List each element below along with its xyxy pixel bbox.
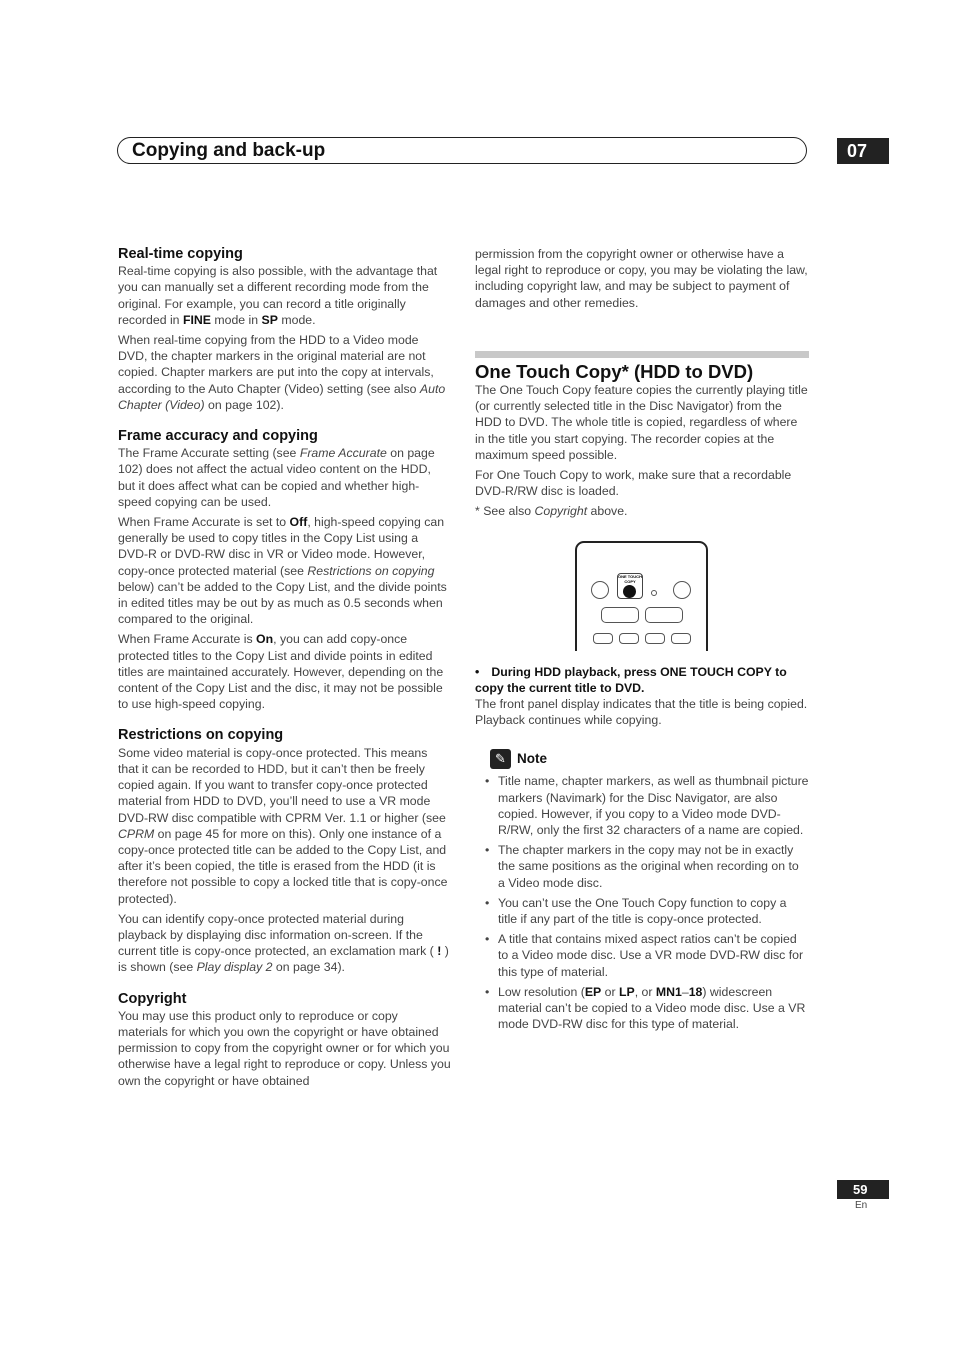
paragraph: The Frame Accurate setting (see Frame Accurate on page 102) does not affect the actual video content on the HDD, but it does affect what can be copied and whether high-speed copying can be used. [118,446,435,509]
remote-button [591,581,609,599]
remote-button [645,633,665,644]
paragraph: You can identify copy-once protected material during playback by displaying disc information on-screen. If the current title is copy-once protected, an exclamation mark ( ! ) is shown (see Play display 2 on page 34). [118,911,449,975]
section-heading: One Touch Copy* (HDD to DVD) [475,360,754,382]
paragraph: When Frame Accurate is On, you can add copy-once protected titles to the Copy List and divide points in edited titles are maintained accurately. However, depending on the content of the Copy List and the disc, it may not be possible to use high-speed copying. [118,632,444,712]
section-realtime-copying [118,246,451,413]
paragraph: permission from the copyright owner or otherwise have a legal right to reproduce or copy, you may be violating the law, including copyright law, and may be subject to payment of damages and other remedies. [475,247,808,310]
remote-button [671,633,691,644]
section-heading: Frame accuracy and copying [118,428,318,445]
paragraph: The One Touch Copy feature copies the currently playing title (or currently selected title in the Disc Navigator) from the HDD to DVD. The whole title is copied, regardless of where in the title you start copying. The recorder copies at the maximum speed possible. [475,383,808,462]
remote-body [575,541,708,651]
section-copyright [118,991,451,1089]
section-restrictions [118,727,451,975]
paragraph: Real-time copying is also possible, with the advantage that you can manually set a different recording mode from the original. For example, you can record a title originally recorded in FINE mode in SP mode. [118,264,438,327]
button-dot-icon [623,585,636,598]
paragraph: For One Touch Copy to work, make sure that a recordable DVD-R/RW disc is loaded. [475,468,792,499]
note-item: • You can’t use the One Touch Copy function to copy a title if any part of the title is copy-once protected. [475,895,809,927]
section-heading: Restrictions on copying [118,727,284,744]
chapter-header [117,137,807,164]
section-frame-accuracy [118,428,451,712]
remote-button [619,633,639,644]
page-number: 59 [837,1180,889,1199]
remote-button [645,607,683,623]
note-item: • A title that contains mixed aspect ratios can’t be copied to a Video mode disc. Use a VR mode DVD-RW disc for this type of material. [475,931,809,980]
paragraph: * See also Copyright above. [475,504,628,519]
section-heading: Real-time copying [118,246,243,262]
indicator-light-icon [651,590,657,596]
remote-button [673,581,691,599]
note-item: • Low resolution (EP or LP, or MN1–18) widescreen material can’t be copied to a Video mode disc. Use a VR mode DVD-RW disc for this type of material. [475,984,809,1033]
chapter-number: 07 [837,138,889,164]
chapter-title: Copying and back-up [132,140,326,161]
page-language: En [855,1200,868,1211]
note-list [475,773,809,1032]
section-heading: Copyright [118,990,187,1007]
paragraph: The front panel display indicates that the title is being copied. Playback continues while copying. [475,697,808,728]
right-column [475,246,809,1037]
instruction-step: • During HDD playback, press ONE TOUCH COPY to copy the current title to DVD. The front panel display indicates that the title is being copied. Playback continues while copying. [475,664,808,728]
paragraph: Some video material is copy-once protected. This means that it can be recorded to HDD, but it can’t then be freely copied again. If you want to transfer copy-once protected material from HDD to DVD, you’ll need to use a VR mode DVD-RW disc compatible with CPRM Ver. 1.1 or higher (see CPRM on page 45 for more on this). Only one instance of a copy-once protected title can be added to the Copy List, and after it’s been copied, the title is erased from the HDD (it is therefore not possible to copy a locked title that is copy-once protected). [118,745,448,906]
note-item: • Title name, chapter markers, as well as thumbnail picture markers (Navimark) for the Disc Navigator, are also copied. However, if you copy to a Video mode DVD-R/RW, only the first 32 characters of a name are copied. [475,773,809,838]
remote-illustration [575,541,708,651]
note-item: • The chapter markers in the copy may not be in exactly the same positions as the original when recording on to a Video mode disc. [475,842,809,891]
step-bullet: • [475,664,480,679]
remote-button [601,607,639,623]
paragraph: When real-time copying from the HDD to a Video mode DVD, the chapter markers in the original material are not copied. Chapter markers are put into the copy at intervals, according to the Auto Chapter (Video) setting (see also Auto Chapter (Video) on page 102). [118,333,446,412]
one-touch-copy-button: ONE TOUCH COPY [617,573,643,599]
remote-button [593,633,613,644]
section-divider [475,351,809,358]
paragraph: When Frame Accurate is set to Off, high-speed copying can generally be used to copy titles in the Copy List using a DVD-R or DVD-RW disc in VR or Video mode. However, copy-once protected material (see Restrictions on copying below) can’t be added to the Copy List, and the divide points in edited titles may be out by as much as 0.5 seconds when compared to the original. [118,515,447,627]
note-label: Note [517,751,547,767]
note-box [475,749,809,1032]
paragraph: You may use this product only to reproduce or copy materials for which you own the copyright or have obtained permission to copy from the copyright owner or for which you otherwise have a legal right to reproduce or copy. Unless you own the copyright or have obtained [118,1008,451,1088]
left-column [118,246,451,1104]
pencil-icon: ✎ [490,749,511,769]
